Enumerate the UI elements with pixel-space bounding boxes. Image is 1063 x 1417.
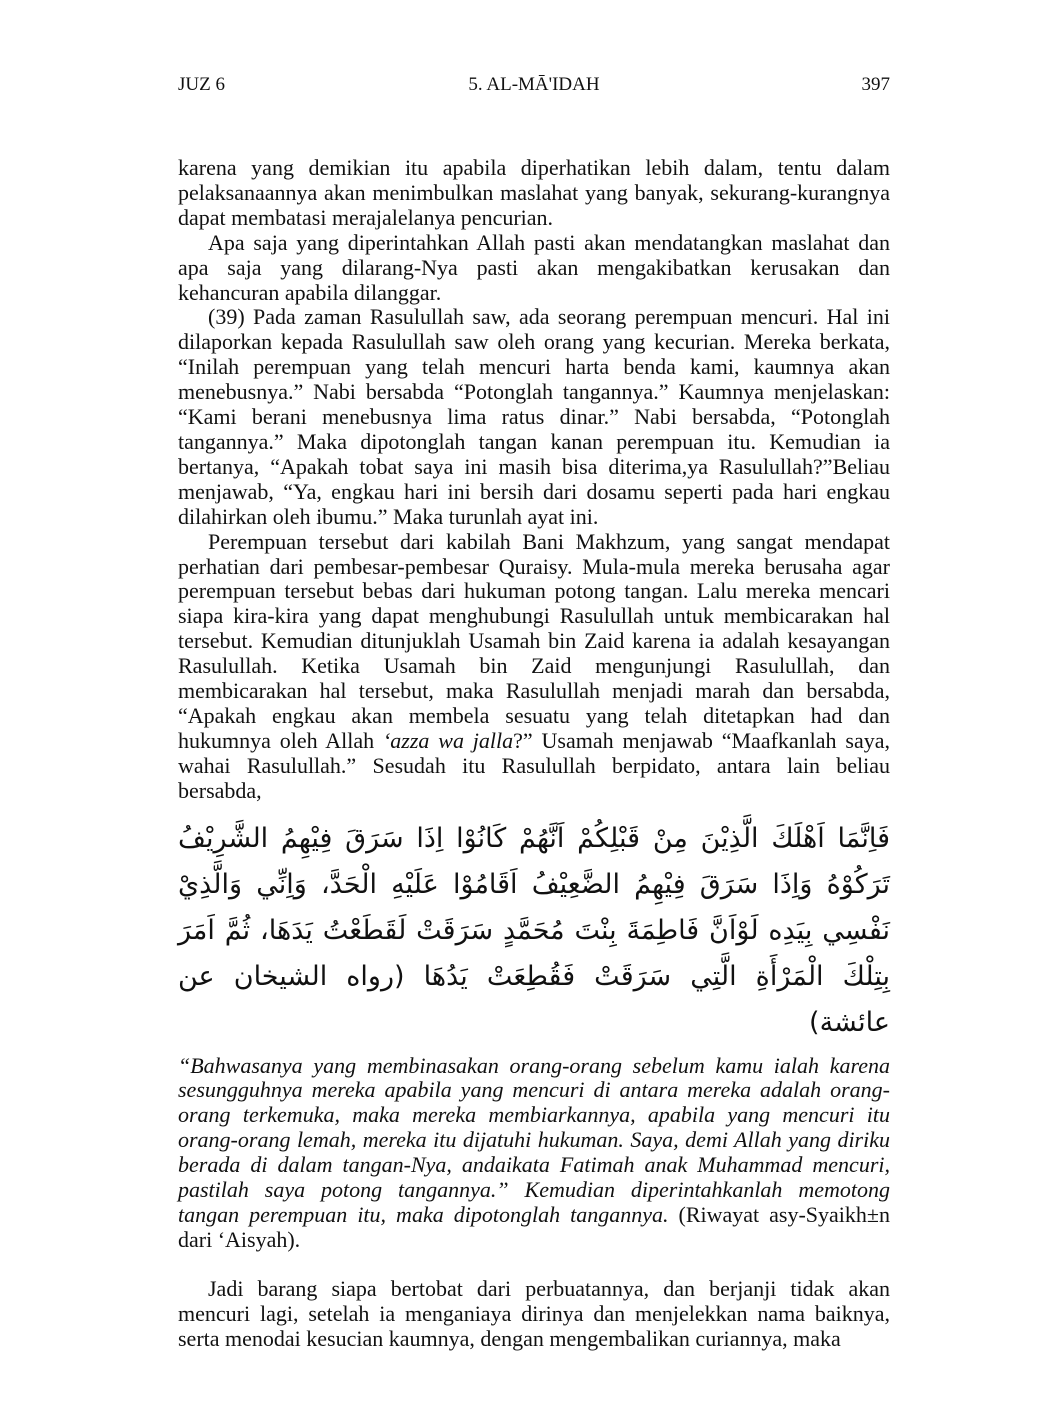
- paragraph-1: karena yang demikian itu apabila diperhatikan lebih dalam, tentu dalam pelaksanaannya akan menimbulkan maslahat yang banyak, sekurang-kurangnya dapat membatasi merajalelanya pencurian.: [178, 155, 890, 230]
- translation-italic: “Bahwasanya yang membinasakan orang-orang sebelum kamu ialah karena sesungguhnya mereka apabila yang mencuri di antara mereka adalah orang-orang terkemuka, maka mereka membiarkannya, apabila yang mencuri itu orang-orang lemah, mereka itu dijatuhi hukuman. Saya, demi Allah yang diriku berada di dalam tangan-Nya, andaikata Fatimah anak Muhammad mencuri, pastilah saya potong tangannya.” Kemudian diperintahkanlah memotong tangan perempuan itu, maka dipotonglah tangannya.: [178, 1052, 890, 1227]
- hadith-translation: [178, 1054, 890, 1253]
- paragraph-4-text-end: ?” Usamah menjawab “Maafkanlah saya, wahai Rasulullah.” Sesudah itu Rasulullah berpidato, antara lain beliau bersabda,: [178, 727, 890, 803]
- surah-title: 5. AL-MĀ'IDAH: [468, 74, 600, 95]
- page-header: [178, 74, 890, 100]
- paragraph-2: Apa saja yang diperintahkan Allah pasti akan mendatangkan maslahat dan apa saja yang dilarang-Nya pasti akan mengakibatkan kerusakan dan kehancuran apabila dilanggar.: [178, 229, 890, 305]
- paragraph-4-text: Perempuan tersebut dari kabilah Bani Makhzum, yang sangat mendapat perhatian dari pembesar-pembesar Quraisy. Mula-mula mereka berusaha agar perempuan tersebut bebas dari hukuman potong tangan. Lalu mereka mencari siapa kira-kira yang dapat menghubungi Rasulullah untuk membicarakan hal tersebut. Kemudian ditunjuklah Usamah bin Zaid karena ia adalah kesayangan Rasulullah. Ketika Usamah bin Zaid mengunjungi Rasulullah, dan membicarakan hal tersebut, maka Rasulullah menjadi marah dan bersabda, “Apakah engkau akan membela sesuatu yang telah ditetapkan had dan hukumnya oleh Allah: [178, 528, 890, 753]
- final-paragraph: Jadi barang siapa bertobat dari perbuatannya, dan berjanji tidak akan mencuri lagi, setelah ia menganiaya dirinya dan menjelekkan nama baiknya, serta menodai kesucian kaumnya, dengan mengembalikan curiannya, maka: [178, 1275, 890, 1351]
- arabic-hadith: فَاِنَّمَا اَهْلَكَ الَّذِيْنَ مِنْ قَبْلِكُمْ اَنَّهُمْ كَانُوْا اِذَا سَرَقَ فِيْهِمُ الشَّرِيْفُ تَرَكُوْهُ وَاِذَا سَرَقَ فِيْهِمُ الضَّعِيْفُ اَقَامُوْا عَلَيْهِ الْحَدَّ، وَاِنِّي وَالَّذِيْ نَفْسِي بِيَدِه لَوْاَنَّ فَاطِمَةَ بِنْتَ مُحَمَّدٍ سَرَقَتْ لَقَطَعْتُ يَدَهَا، ثُمَّ اَمَرَ بِتِلْكَ الْمَرْأَةِ الَّتِي سَرَقَتْ فَقُطِعَتْ يَدُهَا (رواه الشيخان عن عائشة): [178, 822, 890, 1038]
- paragraph-3: (39) Pada zaman Rasulullah saw, ada seorang perempuan mencuri. Hal ini dilaporkan kepada Rasulullah saw oleh orang yang kecurian. Mereka berkata, “Inilah perempuan yang telah mencuri harta benda kami, kaumnya akan menebusnya.” Nabi bersabda “Potonglah tangannya.” Kaumnya menjelaskan: “Kami berani menebusnya lima ratus dinar.” Nabi bersabda, “Potonglah tangannya.” Maka dipotonglah tangan kanan perempuan itu. Kemudian ia bertanya, “Apakah tobat saya ini masih bisa diterima,ya Rasulullah?”Beliau menjawab, “Ya, engkau hari ini bersih dari dosamu seperti pada hari engkau dilahirkan oleh ibumu.” Maka turunlah ayat ini.: [178, 304, 890, 529]
- page-number: 397: [861, 74, 890, 95]
- juz-label: JUZ 6: [178, 74, 225, 95]
- translation-source: (Riwayat asy-Syaikh±n dari ‘Aisyah).: [178, 1202, 890, 1252]
- paragraph-gap: [178, 1253, 890, 1277]
- paragraph-4: [178, 530, 890, 804]
- paragraph-4-italic: ‘azza wa jalla: [382, 727, 514, 753]
- page-body: [178, 156, 890, 1352]
